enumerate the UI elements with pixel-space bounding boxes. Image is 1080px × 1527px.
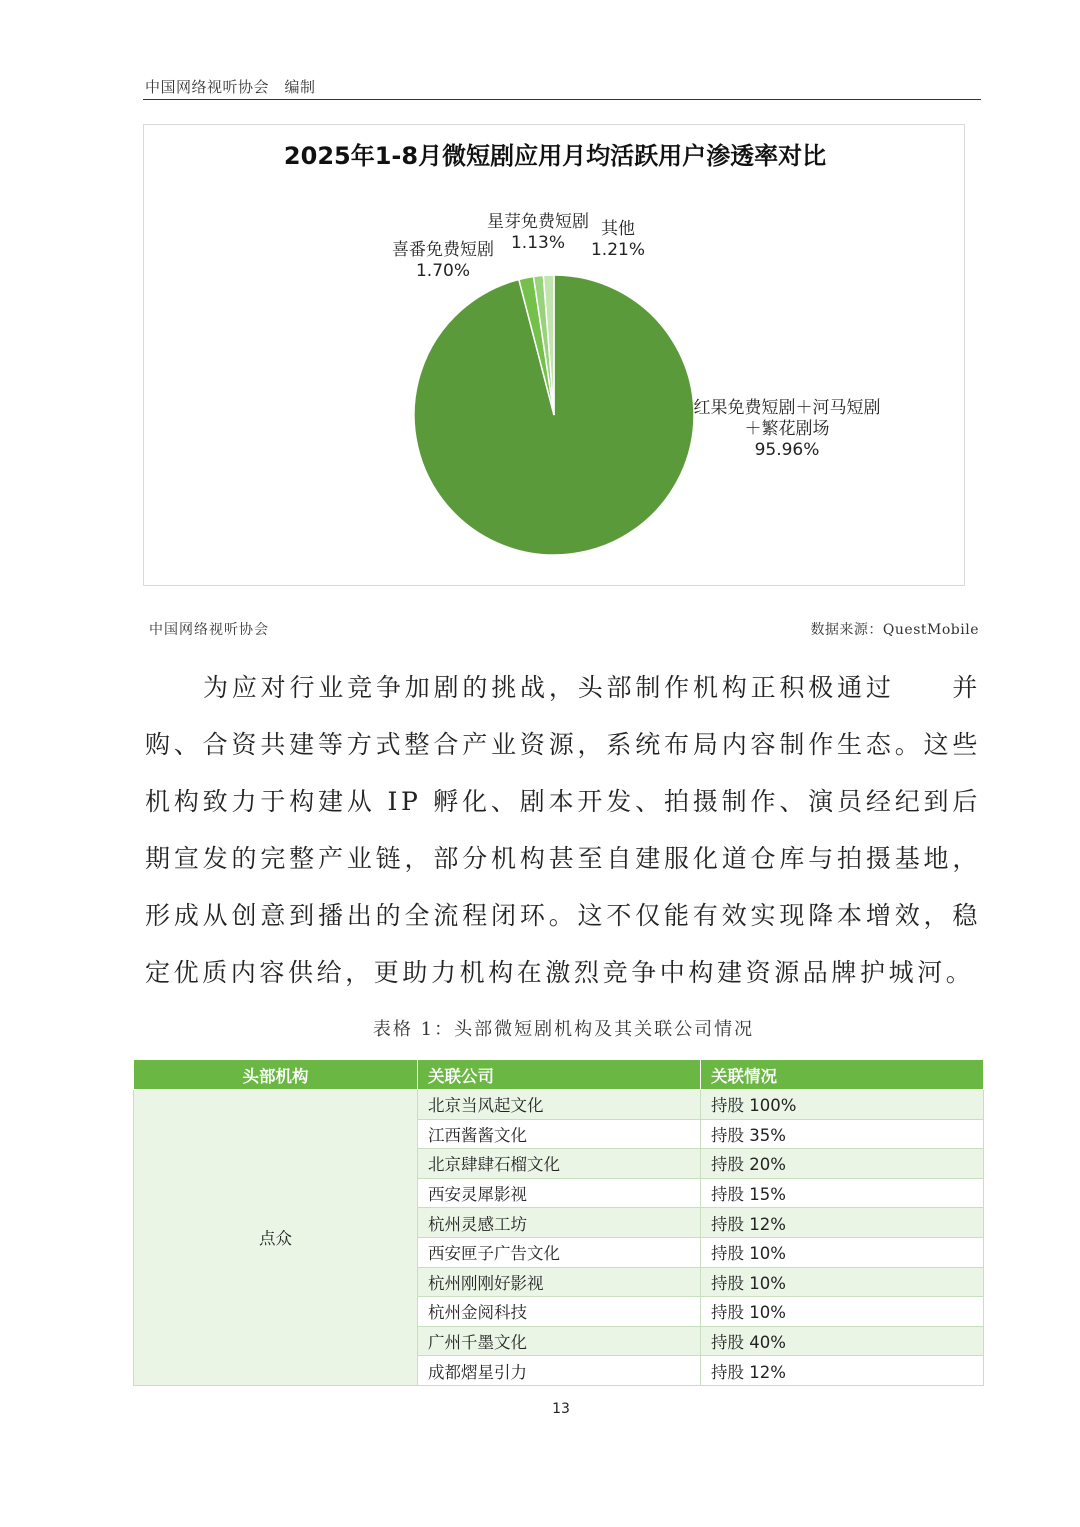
slice-label: 星芽免费短剧 1.13% (487, 212, 589, 253)
header-org: 中国网络视听协会 (145, 78, 270, 96)
company-cell: 北京肆肆石榴文化 (418, 1149, 701, 1179)
company-cell: 杭州刚刚好影视 (418, 1267, 701, 1297)
company-cell: 成都熠星引力 (418, 1356, 701, 1386)
org-cell: 点众 (134, 1090, 418, 1386)
relation-cell: 持股 40% (701, 1326, 984, 1356)
pie-slices (414, 275, 694, 555)
relation-cell: 持股 100% (701, 1090, 984, 1120)
company-cell: 西安匣子广告文化 (418, 1237, 701, 1267)
header-cell-relation: 关联情况 (701, 1060, 984, 1090)
relation-cell: 持股 20% (701, 1149, 984, 1179)
relation-cell: 持股 10% (701, 1267, 984, 1297)
company-cell: 江西酱酱文化 (418, 1119, 701, 1149)
chart-data-source: 数据来源：QuestMobile (810, 622, 979, 638)
slice-label: 红果免费短剧＋河马短剧＋繁花剧场 95.96% (693, 398, 881, 460)
header-divider (143, 99, 981, 100)
relation-cell: 持股 10% (701, 1297, 984, 1327)
slice-label: 喜番免费短剧 1.70% (392, 240, 494, 281)
table-caption: 表格 1：头部微短剧机构及其关联公司情况 (372, 1019, 755, 1040)
company-cell: 杭州金阅科技 (418, 1297, 701, 1327)
header-cell-org: 头部机构 (134, 1060, 418, 1090)
relation-cell: 持股 15% (701, 1178, 984, 1208)
header-cell-company: 关联公司 (418, 1060, 701, 1090)
company-cell: 杭州灵感工坊 (418, 1208, 701, 1238)
table-body (134, 1090, 984, 1386)
table-row (134, 1090, 984, 1120)
company-cell: 广州千墨文化 (418, 1326, 701, 1356)
relation-cell: 持股 35% (701, 1119, 984, 1149)
table-header-row (134, 1060, 984, 1090)
header-role: 编制 (284, 78, 316, 96)
chart-title: 2025年1-8月微短剧应用月均活跃用户渗透率对比 (283, 142, 827, 170)
relation-cell: 持股 12% (701, 1356, 984, 1386)
body-paragraph: 为应对行业竞争加剧的挑战，头部制作机构正积极通过 并购、合资共建等方式整合产业资源，系统布局内容制作生态。这些机构致力于构建从 IP 孵化、剧本开发、拍摄制作、演员经纪到后期宣发的完整产业链，部分机构甚至自建服化道仓库与拍摄基地，形成从创意到播出的全流程闭环。这不仅能有效实现降本增效，稳定优质内容供给，更助力机构在激烈竞争中构建资源品牌护城河。 (145, 673, 981, 987)
pie-chart-svg (144, 125, 966, 587)
slice-label: 其他 1.21% (590, 219, 646, 260)
pie-chart (143, 124, 965, 586)
chart-footer-org: 中国网络视听协会 (149, 622, 269, 638)
relation-cell: 持股 10% (701, 1237, 984, 1267)
page-number: 13 (552, 1401, 570, 1417)
affiliates-table (133, 1059, 984, 1386)
relation-cell: 持股 12% (701, 1208, 984, 1238)
company-cell: 西安灵犀影视 (418, 1178, 701, 1208)
company-cell: 北京当风起文化 (418, 1090, 701, 1120)
body-text (145, 659, 981, 1001)
page-header (145, 76, 316, 97)
